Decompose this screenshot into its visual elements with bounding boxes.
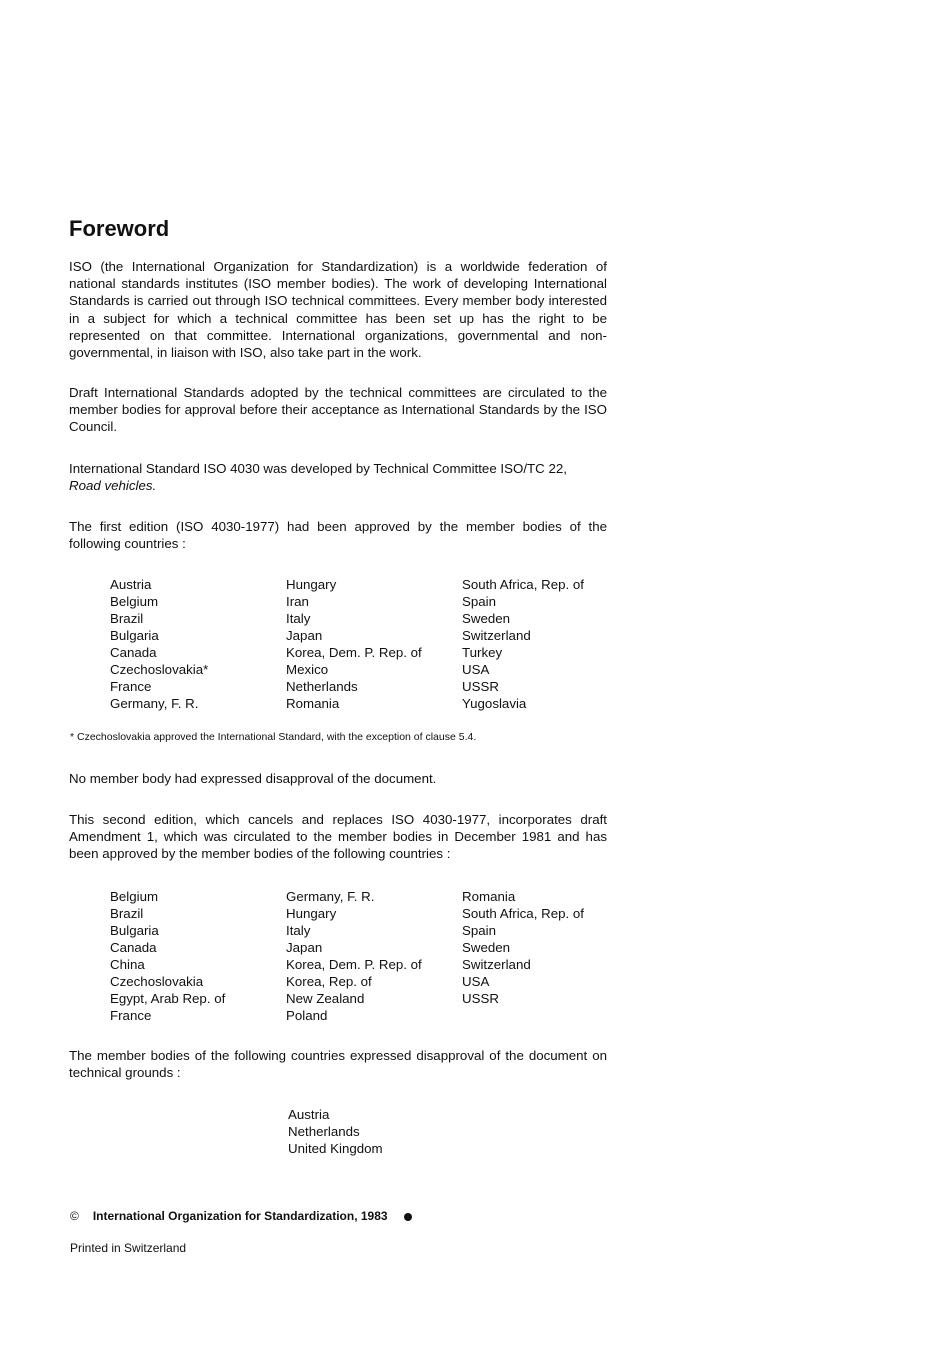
second-edition-country-list xyxy=(110,888,638,1024)
country-item: Egypt, Arab Rep. of xyxy=(110,991,226,1006)
committee-name: Road vehicles. xyxy=(69,478,157,494)
footnote: * Czechoslovakia approved the International Standard, with the exception of clause 5.4. xyxy=(70,731,477,743)
country-item: Brazil xyxy=(110,611,144,626)
country-item: New Zealand xyxy=(286,991,365,1006)
country-item: Turkey xyxy=(462,645,503,660)
country-item: Netherlands xyxy=(286,679,358,694)
country-item: Netherlands xyxy=(288,1124,360,1139)
country-item: USA xyxy=(462,974,490,989)
country-item: Germany, F. R. xyxy=(110,696,199,711)
country-item: USSR xyxy=(462,991,499,1006)
country-item: Japan xyxy=(286,940,323,955)
country-item: Mexico xyxy=(286,662,329,677)
country-item: Czechoslovakia xyxy=(110,974,204,989)
copyright-line xyxy=(70,1209,412,1223)
country-item: Romania xyxy=(462,889,516,904)
paragraph-second-edition: This second edition, which cancels and replaces ISO 4030-1977, incorporates draft Amendment 1, which was circulated to the member bodies in December 1981 and has been approved by the member bodies of the following countries : xyxy=(69,812,607,862)
paragraph-first-edition: The first edition (ISO 4030-1977) had been approved by the member bodies of the following countries : xyxy=(69,519,607,552)
country-item: Korea, Dem. P. Rep. of xyxy=(286,645,422,660)
country-item: United Kingdom xyxy=(288,1141,383,1156)
disapproving-country-list xyxy=(288,1106,383,1157)
country-item: France xyxy=(110,1008,152,1023)
country-item: Bulgaria xyxy=(110,628,159,643)
country-item: Hungary xyxy=(286,577,337,592)
country-item: Japan xyxy=(286,628,323,643)
country-item: South Africa, Rep. of xyxy=(462,906,584,921)
country-item: Spain xyxy=(462,923,497,938)
country-item: Switzerland xyxy=(462,628,531,643)
printed-in: Printed in Switzerland xyxy=(70,1241,187,1255)
country-item: Poland xyxy=(286,1008,328,1023)
country-item: Yugoslavia xyxy=(462,696,527,711)
country-item: South Africa, Rep. of xyxy=(462,577,584,592)
country-item: USA xyxy=(462,662,490,677)
country-item: China xyxy=(110,957,145,972)
country-item: Sweden xyxy=(462,611,511,626)
country-item: France xyxy=(110,679,152,694)
country-item: Canada xyxy=(110,940,157,955)
paragraph-developed-by xyxy=(69,460,607,494)
bullet-dot-icon xyxy=(404,1213,412,1221)
paragraph-draft-standards: Draft International Standards adopted by the technical committees are circulated to the member bodies for approval before their acceptance as International Standards by the ISO Council. xyxy=(69,385,607,435)
country-item: Romania xyxy=(286,696,340,711)
country-item: Canada xyxy=(110,645,157,660)
country-item: Brazil xyxy=(110,906,144,921)
copyright-text: International Organization for Standardization, 1983 xyxy=(92,1209,388,1223)
page-title: Foreword xyxy=(69,216,170,241)
country-item: Austria xyxy=(288,1107,330,1122)
country-item: Belgium xyxy=(110,889,159,904)
country-item: Hungary xyxy=(286,906,337,921)
paragraph-no-disapproval: No member body had expressed disapproval of the document. xyxy=(69,771,437,786)
country-item: Spain xyxy=(462,594,497,609)
country-item: Germany, F. R. xyxy=(286,889,375,904)
country-item: Belgium xyxy=(110,594,159,609)
country-item: USSR xyxy=(462,679,499,694)
paragraph-disapproval: The member bodies of the following countries expressed disapproval of the document on technical grounds : xyxy=(69,1048,607,1081)
first-edition-country-list xyxy=(110,576,638,712)
country-item: Czechoslovakia* xyxy=(110,662,209,677)
paragraph-iso-intro: ISO (the International Organization for Standardization) is a worldwide federation of national standards institutes (ISO member bodies). The work of developing International Standards is carried out through ISO technical committees. Every member body interested in a subject for which a technical committee has been set up has the right to be represented on that committee. International organizations, governmental and non-governmental, in liaison with ISO, also take part in the work. xyxy=(69,259,607,361)
country-item xyxy=(462,1007,638,1024)
country-item: Korea, Rep. of xyxy=(286,974,372,989)
country-item: Bulgaria xyxy=(110,923,159,938)
country-item: Switzerland xyxy=(462,957,531,972)
country-item: Italy xyxy=(286,611,311,626)
country-item: Iran xyxy=(286,594,309,609)
country-item: Italy xyxy=(286,923,311,938)
country-item: Korea, Dem. P. Rep. of xyxy=(286,957,422,972)
copyright-icon: © xyxy=(70,1209,79,1223)
country-item: Sweden xyxy=(462,940,511,955)
country-item: Austria xyxy=(110,577,152,592)
developed-by-text: International Standard ISO 4030 was developed by Technical Committee ISO/TC 22, xyxy=(69,461,567,476)
